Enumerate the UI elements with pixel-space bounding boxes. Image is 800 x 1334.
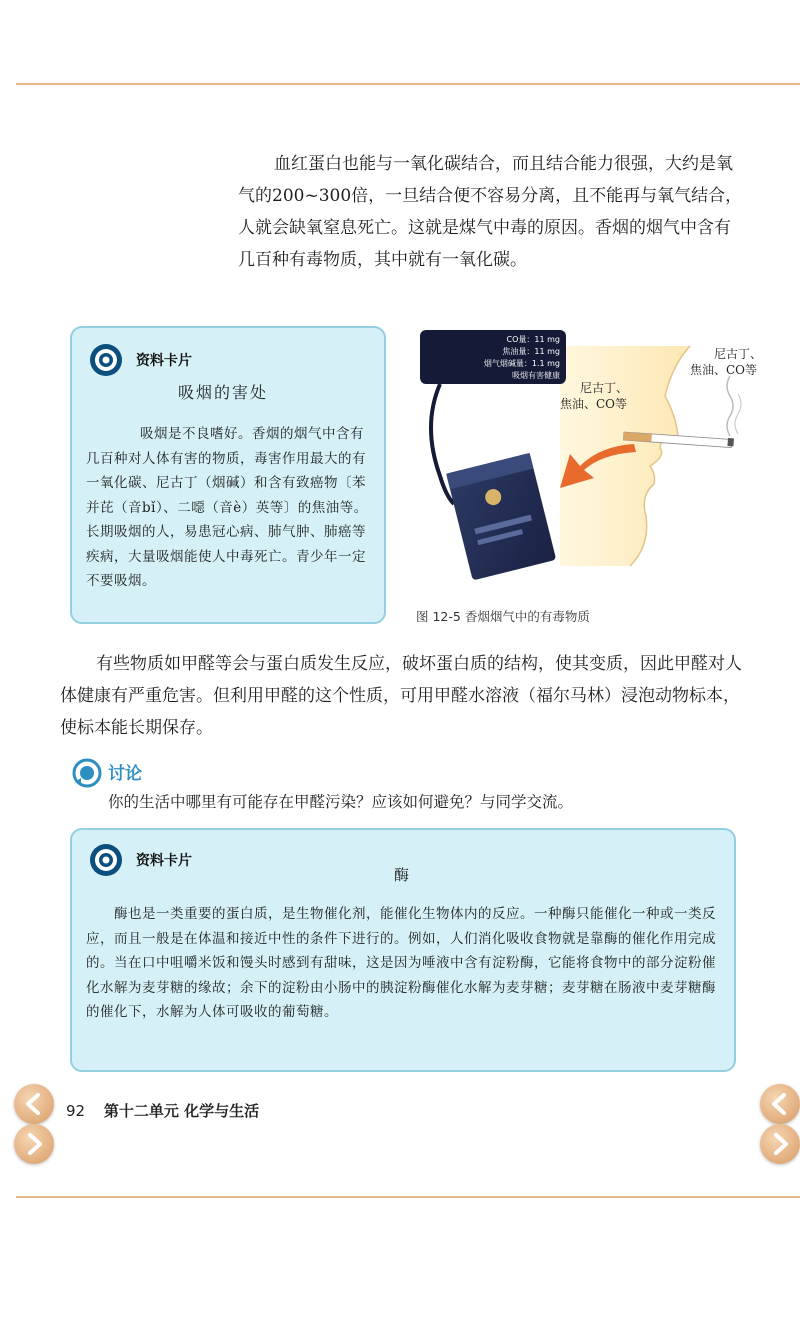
card-header (88, 842, 192, 878)
info-card-icon (88, 842, 124, 878)
discussion-question: 你的生活中哪里有可能存在甲醛污染？应该如何避免？与同学交流。 (108, 793, 574, 811)
info-card-enzyme (70, 828, 736, 1072)
card-label: 资料卡片 (136, 353, 192, 369)
chevron-right-icon (760, 1124, 800, 1164)
prev-page-button[interactable] (14, 1084, 54, 1124)
pack-line-1: CO量：11 mg (506, 335, 560, 344)
cigarette-pack (446, 453, 556, 581)
card-label: 资料卡片 (136, 853, 192, 869)
label-left-2: 焦油、CO等 (560, 397, 628, 411)
paragraph-co-hemoglobin: 血红蛋白也能与一氧化碳结合，而且结合能力很强，大约是氧气的200~300倍，一旦结合便不容易分离，且不能再与氧气结合，人就会缺氧窒息死亡。这就是煤气中毒的原因。香烟的烟气中含有几百种有毒物质，其中就有一氧化碳。 (238, 154, 743, 270)
label-right-2: 焦油、CO等 (690, 363, 758, 377)
bottom-divider (16, 1196, 800, 1198)
top-divider (16, 83, 800, 85)
figure-number: 图 12-5 (416, 609, 461, 624)
figure-caption (416, 607, 590, 625)
label-left-1: 尼古丁、 (580, 381, 629, 395)
next-page-button-right[interactable] (760, 1124, 800, 1164)
cigarette-smoke-illustration (410, 326, 790, 616)
pack-line-4: 吸烟有害健康 (512, 371, 560, 380)
chevron-left-icon (760, 1084, 800, 1124)
card-title: 酶 (394, 866, 412, 884)
next-page-button[interactable] (14, 1124, 54, 1164)
info-card-smoking (70, 326, 386, 624)
paragraph-formaldehyde: 有些物质如甲醛等会与蛋白质发生反应，破坏蛋白质的结构，使其变质，因此甲醛对人体健康有严重危害。但利用甲醛的这个性质，可用甲醛水溶液（福尔马林）浸泡动物标本，使标本能长期保存。 (60, 654, 742, 738)
smoke-wisps (727, 376, 733, 436)
page-number: 92 (66, 1102, 86, 1120)
info-card-icon (88, 342, 124, 378)
pack-line-2: 焦油量：11 mg (502, 347, 560, 356)
chevron-right-icon (14, 1124, 54, 1164)
figure-caption-text: 香烟烟气中的有毒物质 (464, 609, 590, 624)
discussion-title: 讨论 (108, 764, 142, 784)
card-body: 吸烟是不良嗜好。香烟的烟气中含有几百种对人体有害的物质，毒害作用最大的有一氧化碳、尼古丁（烟碱）和含有致癌物〔苯并芘（音bǐ）、二噁（音è）英等〕的焦油等。长期吸烟的人，易患冠心病、肺气肿、肺癌等疾病，大量吸烟能使人中毒死亡。青少年一定不要吸烟。 (86, 426, 368, 589)
card-body: 酶也是一类重要的蛋白质，是生物催化剂，能催化生物体内的反应。一种酶只能催化一种或一类反应，而且一般是在体温和接近中性的条件下进行的。例如，人们消化吸收食物就是靠酶的催化作用完成的。当在口中咀嚼米饭和馒头时感到有甜味，这是因为唾液中含有淀粉酶，它能将食物中的部分淀粉催化水解为麦芽糖的缘故；余下的淀粉由小肠中的胰淀粉酶催化水解为麦芽糖；麦芽糖在肠液中麦芽糖酶的催化下，水解为人体可吸收的葡萄糖。 (86, 906, 716, 1020)
prev-page-button-right[interactable] (760, 1084, 800, 1124)
section-title: 第十二单元 化学与生活 (103, 1102, 260, 1120)
label-right-1: 尼古丁、 (714, 347, 763, 361)
card-header (88, 342, 192, 378)
discussion-icon (72, 758, 102, 788)
chevron-left-icon (14, 1084, 54, 1124)
page-footer (66, 1100, 259, 1121)
pack-line-3: 烟气烟碱量：1.1 mg (483, 359, 560, 368)
card-title: 吸烟的害处 (178, 383, 269, 402)
